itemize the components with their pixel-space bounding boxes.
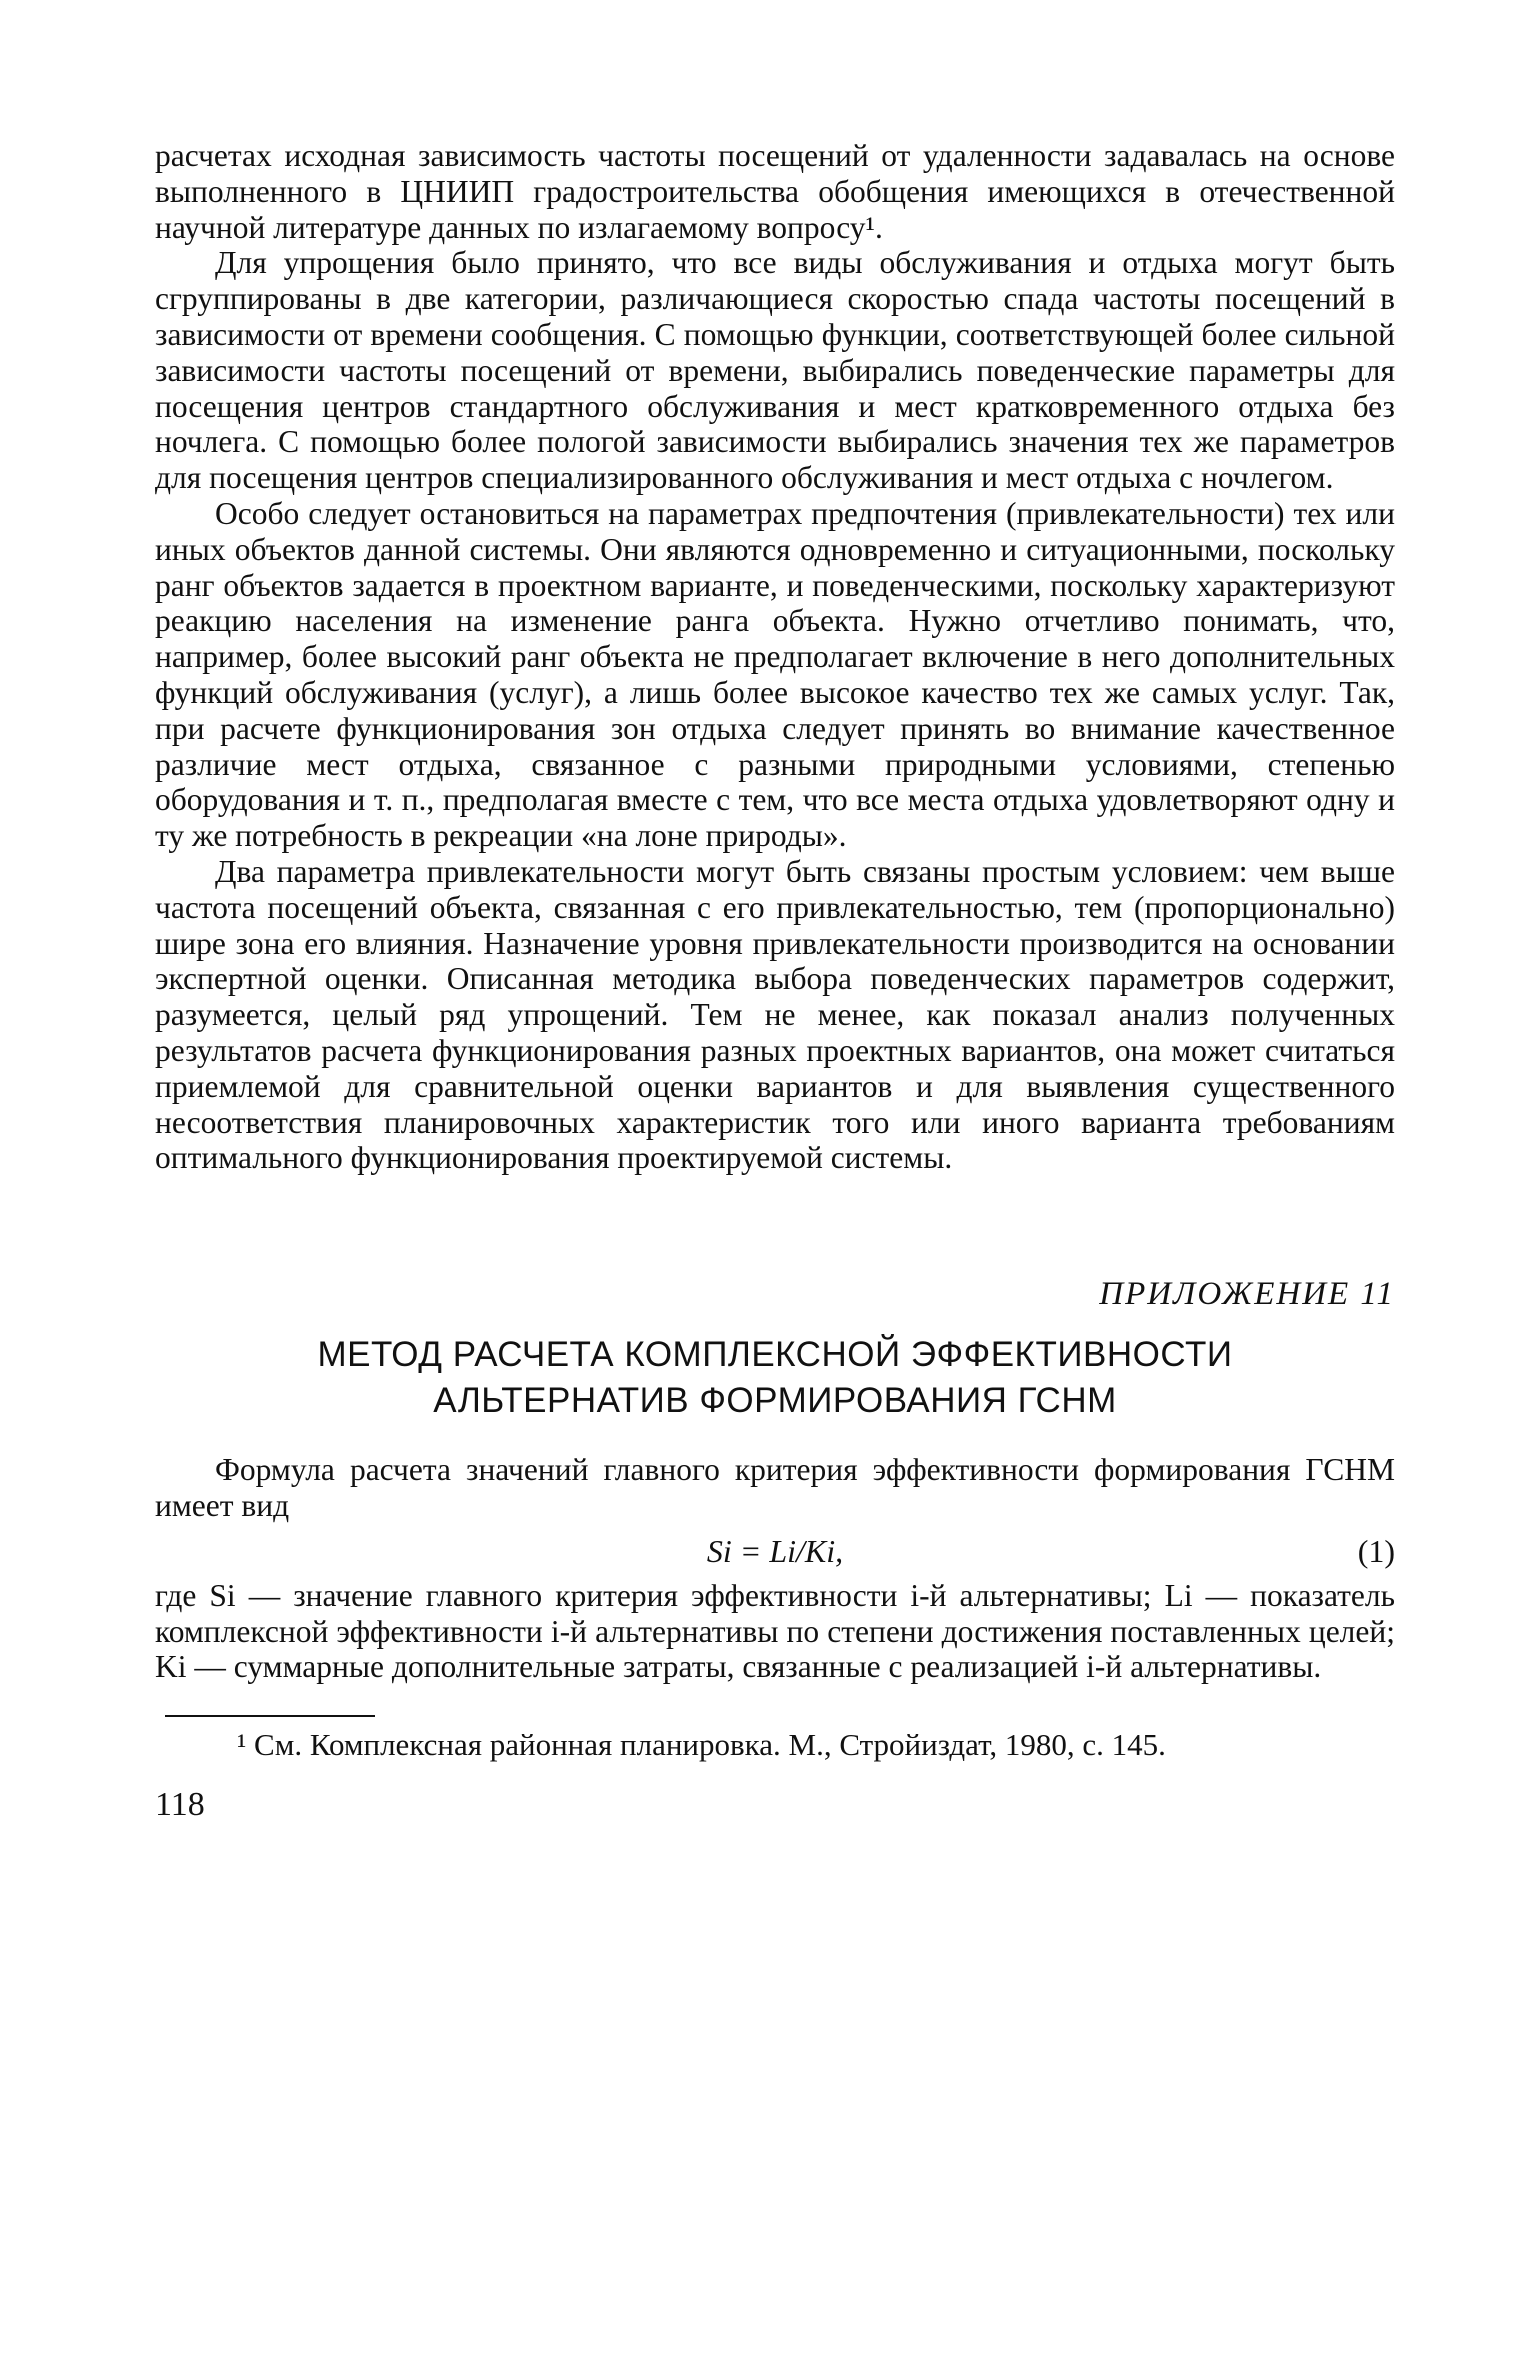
document-page	[155, 138, 1395, 1825]
appendix-label: ПРИЛОЖЕНИЕ 11	[1099, 1276, 1395, 1313]
formula-explanation: где Si — значение главного критерия эффективности i-й альтернативы; Li — показатель комплексной эффективности i-й альтернативы по степени достижения поставленных целей; Ki — суммарные дополнительные затраты, связанные с реализацией i-й альтернативы.	[155, 1577, 1395, 1685]
formula-row	[155, 1528, 1395, 1574]
paragraph-1: расчетах исходная зависимость частоты посещений от удаленности задавалась на основе выполненного в ЦНИИП градостроительства обобщения имеющихся в отечественной научной литературе данных по излагаемому вопросу¹.	[155, 138, 1395, 245]
section-title-line-1: МЕТОД РАСЧЕТА КОМПЛЕКСНОЙ ЭФФЕКТИВНОСТИ	[317, 1335, 1233, 1375]
formula: Si = Li/Ki,	[706, 1532, 844, 1569]
footnote-divider	[165, 1715, 375, 1717]
paragraph-2: Для упрощения было принято, что все виды обслуживания и отдыха могут быть сгруппированы в две категории, различающиеся скоростью спада частоты посещений в зависимости от времени сообщения. С помощью функции, соответствующей более сильной зависимости частоты посещений от времени, выбирались поведенческие параметры для посещения центров стандартного обслуживания и мест кратковременного отдыха без ночлега. С помощью более пологой зависимости выбирались значения тех же параметров для посещения центров специализированного обслуживания и мест отдыха с ночлегом.	[155, 245, 1395, 496]
paragraph-3: Особо следует остановиться на параметрах предпочтения (привлекательности) тех или иных объектов данной системы. Они являются одновременно и ситуационными, поскольку ранг объектов задается в проектном варианте, и поведенческими, поскольку характеризуют реакцию населения на изменение ранга объекта. Нужно отчетливо понимать, что, например, более высокий ранг объекта не предполагает включение в него дополнительных функций обслуживания (услуг), а лишь более высокое качество тех же самых услуг. Так, при расчете функционирования зон отдыха следует принять во внимание качественное различие мест отдыха, связанное с разными природными условиями, степенью оборудования и т. п., предполагая вместе с тем, что все места отдыха удовлетворяют одну и ту же потребность в рекреации «на лоне природы».	[155, 495, 1395, 854]
page-number: 118	[155, 1786, 205, 1824]
footnote: ¹ См. Комплексная районная планировка. М., Стройиздат, 1980, с. 145.	[237, 1727, 1166, 1763]
section-title-line-2: АЛЬТЕРНАТИВ ФОРМИРОВАНИЯ ГСНМ	[433, 1381, 1117, 1421]
section-title	[155, 1332, 1395, 1424]
paragraph-4: Два параметра привлекательности могут быть связаны простым условием: чем выше частота посещений объекта, связанная с его привлекательностью, тем (пропорционально) шире зона его влияния. Назначение уровня привлекательности производится на основании экспертной оценки. Описанная методика выбора поведенческих параметров содержит, разумеется, целый ряд упрощений. Тем не менее, как показал анализ полученных результатов расчета функционирования разных проектных вариантов, она может считаться приемлемой для сравнительной оценки вариантов и для выявления существенного несоответствия планировочных характеристик того или иного варианта требованиям оптимального функционирования проектируемой системы.	[155, 853, 1395, 1176]
formula-intro: Формула расчета значений главного критерия эффективности формирования ГСНМ имеет вид	[155, 1452, 1395, 1523]
formula-number: (1)	[1357, 1532, 1395, 1569]
